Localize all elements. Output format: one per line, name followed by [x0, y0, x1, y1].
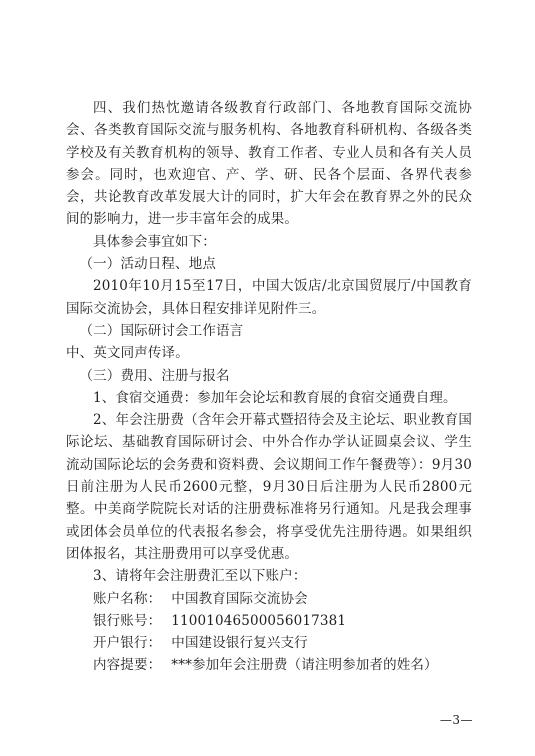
bank-row — [66, 632, 472, 654]
paragraph-schedule: 2010年10月15至17日，中国大饭店/北京国贸展厅/中国教育国际交流协会，具体日程安排详见附件三。 — [66, 278, 472, 317]
account-name-label: 账户名称： — [93, 590, 162, 607]
page-number: —3— — [439, 713, 473, 727]
account-number-value: 11001046500056017381 — [171, 612, 347, 629]
paragraph-remit-instructions: 3、请将年会注册费汇至以下账户： — [93, 568, 307, 585]
paragraph-language: 中、英文同声传译。 — [66, 345, 189, 362]
document-body — [66, 97, 472, 677]
paragraph-invitation: 四、我们热忱邀请各级教育行政部门、各地教育国际交流协会、各类教育国际交流与服务机构、各地教育科研机构、各级各类学校及有关教育机构的领导、教育工作者、专业人员和各有关人员参会。同时，也欢迎官、产、学、研、民各个层面、各界代表参会，共论教育改革发展大计的同时，扩大年会在教育界之外的民众间的影响力，进一步丰富年会的成果。 — [66, 100, 472, 228]
memo-value: ***参加年会注册费（请注明参加者的姓名） — [171, 657, 438, 674]
paragraph-accommodation-fee: 1、食宿交通费：参加年会论坛和教育展的食宿交通费自理。 — [93, 389, 457, 406]
section-heading-fees: （三）费用、注册与报名 — [79, 367, 230, 384]
bank-value: 中国建设银行复兴支行 — [171, 635, 308, 652]
paragraph-details-intro: 具体参会事宜如下： — [93, 233, 216, 250]
account-number-row — [66, 610, 472, 632]
memo-row — [66, 654, 472, 676]
section-heading-schedule: （一）活动日程、地点 — [79, 256, 216, 273]
account-number-label: 银行账号： — [93, 612, 162, 629]
section-heading-language: （二）国际研讨会工作语言 — [79, 322, 244, 339]
paragraph-registration-fee: 2、年会注册费（含年会开幕式暨招待会及主论坛、职业教育国际论坛、基础教育国际研讨会、中外合作办学认证圆桌会议、学生流动国际论坛的会务费和资料费、会议期间工作午餐费等）：9月30日前注册为人民币2600元整，9月30日后注册为人民币2800元整。中美商学院院长对话的注册费标准将另行通知。凡是我会理事或团体会员单位的代表报名参会，将享受优先注册待遇。如果组织团体报名，其注册费用可以享受优惠。 — [66, 412, 472, 562]
memo-label: 内容提要： — [93, 657, 162, 674]
account-name-row — [66, 588, 472, 610]
account-name-value: 中国教育国际交流协会 — [171, 590, 308, 607]
bank-label: 开户银行： — [93, 635, 162, 652]
